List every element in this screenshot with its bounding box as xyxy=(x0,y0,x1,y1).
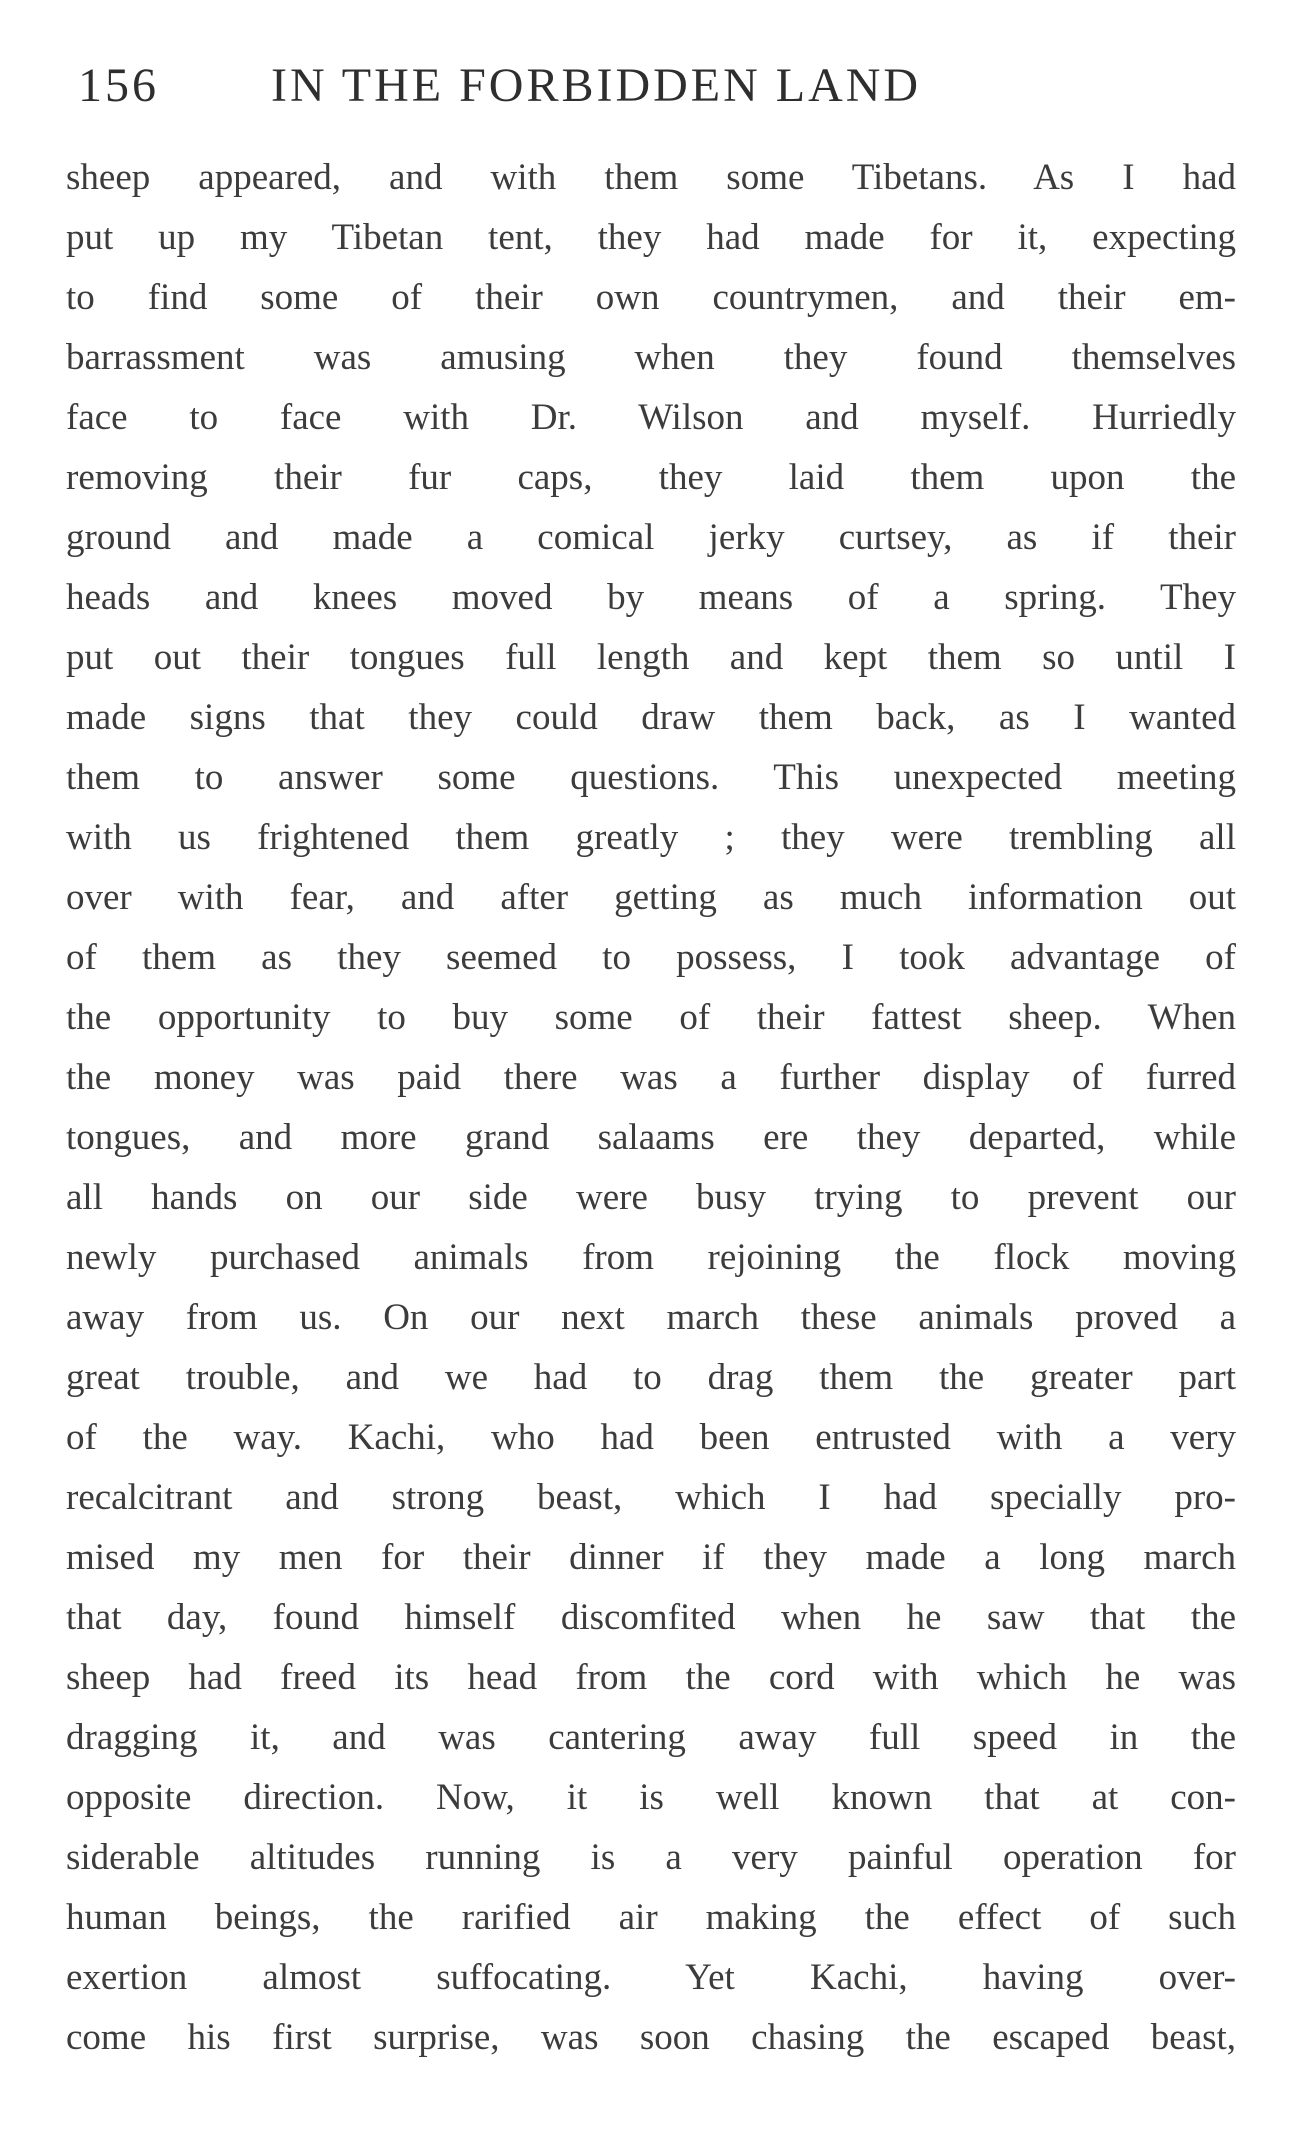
text-line: of them as they seemed to possess, I took advantage of xyxy=(66,937,1236,978)
text-line: opposite direction. Now, it is well known that at con- xyxy=(66,1777,1236,1818)
text-line: to find some of their own countrymen, and their em- xyxy=(66,277,1236,318)
text-line: dragging it, and was cantering away full speed in the xyxy=(66,1717,1236,1758)
text-line: the money was paid there was a further display of furred xyxy=(66,1057,1236,1098)
text-line: recalcitrant and strong beast, which I had specially pro- xyxy=(66,1477,1236,1518)
text-line: mised my men for their dinner if they made a long march xyxy=(66,1537,1236,1578)
text-line: sheep appeared, and with them some Tibetans. As I had xyxy=(66,157,1236,198)
text-line: away from us. On our next march these animals proved a xyxy=(66,1297,1236,1338)
text-line: with us frightened them greatly ; they were trembling all xyxy=(66,817,1236,858)
text-line: sheep had freed its head from the cord with which he was xyxy=(66,1657,1236,1698)
text-line: that day, found himself discomfited when he saw that the xyxy=(66,1597,1236,1638)
book-title: IN THE FORBIDDEN LAND xyxy=(271,59,922,112)
running-head xyxy=(78,58,1058,118)
text-line: ground and made a comical jerky curtsey, as if their xyxy=(66,517,1236,558)
text-line: barrassment was amusing when they found themselves xyxy=(66,337,1236,378)
text-line: the opportunity to buy some of their fattest sheep. When xyxy=(66,997,1236,1038)
text-line: siderable altitudes running is a very painful operation for xyxy=(66,1837,1236,1878)
text-line: of the way. Kachi, who had been entrusted with a very xyxy=(66,1417,1236,1458)
text-line: made signs that they could draw them back, as I wanted xyxy=(66,697,1236,738)
text-line: over with fear, and after getting as much information out xyxy=(66,877,1236,918)
text-line: tongues, and more grand salaams ere they departed, while xyxy=(66,1117,1236,1158)
text-line: great trouble, and we had to drag them the greater part xyxy=(66,1357,1236,1398)
text-line: heads and knees moved by means of a spring. They xyxy=(66,577,1236,618)
text-line: put out their tongues full length and kept them so until I xyxy=(66,637,1236,678)
text-line: come his first surprise, was soon chasing the escaped beast, xyxy=(66,2017,1236,2058)
text-line: put up my Tibetan tent, they had made for it, expecting xyxy=(66,217,1236,258)
text-line: face to face with Dr. Wilson and myself. Hurriedly xyxy=(66,397,1236,438)
text-line: them to answer some questions. This unexpected meeting xyxy=(66,757,1236,798)
text-line: newly purchased animals from rejoining the flock moving xyxy=(66,1237,1236,1278)
text-line: human beings, the rarified air making the effect of such xyxy=(66,1897,1236,1938)
body-text xyxy=(66,148,1236,2068)
text-line: exertion almost suffocating. Yet Kachi, having over- xyxy=(66,1957,1236,1998)
text-line: all hands on our side were busy trying to prevent our xyxy=(66,1177,1236,1218)
page-number: 156 xyxy=(78,59,159,112)
text-line: removing their fur caps, they laid them upon the xyxy=(66,457,1236,498)
